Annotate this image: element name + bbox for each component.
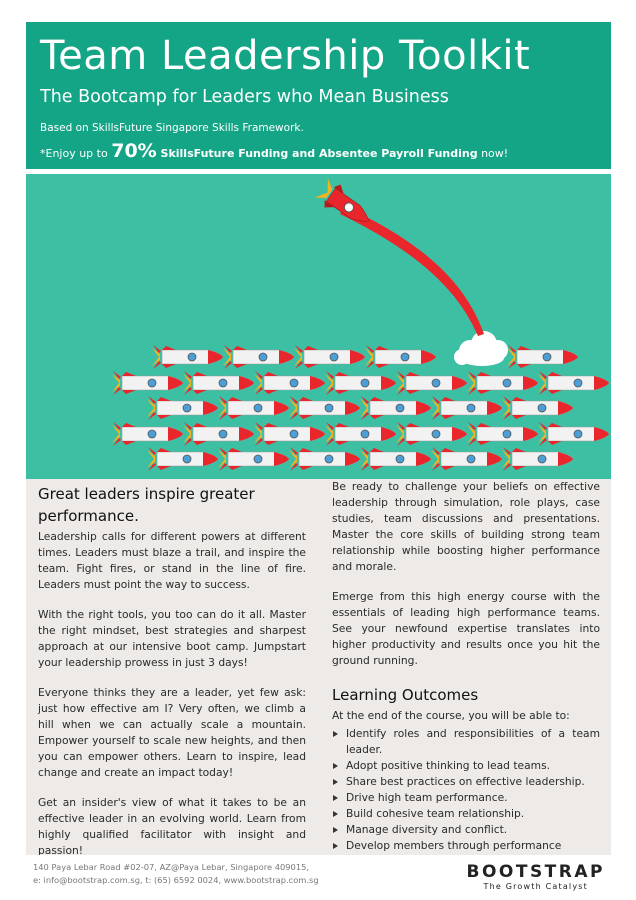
- footer-address: [33, 861, 319, 887]
- small-rocket-icon: [360, 396, 431, 420]
- small-rocket-icon: [183, 422, 254, 446]
- small-rocket-icon: [183, 371, 254, 395]
- list-item: Build cohesive team relationship.: [332, 806, 600, 822]
- bullet-icon: [333, 795, 338, 801]
- funding-bold: SkillsFuture Funding and Absentee Payroll Funding: [156, 147, 478, 160]
- bullet-icon: [333, 827, 338, 833]
- small-rocket-icon: [396, 422, 467, 446]
- learning-outcomes-heading: Learning Outcomes: [332, 686, 479, 704]
- small-rocket-icon: [289, 396, 360, 420]
- small-rocket-icon: [431, 396, 502, 420]
- list-item: Drive high team performance.: [332, 790, 600, 806]
- hero-illustration: [26, 174, 611, 479]
- right-column: [332, 479, 600, 854]
- small-rocket-icon: [502, 396, 573, 420]
- small-rocket-icon: [254, 371, 325, 395]
- bullet-icon: [333, 731, 338, 737]
- small-rocket-icon: [152, 345, 223, 369]
- small-rocket-icon: [507, 345, 578, 369]
- list-item: Develop members through performance: [332, 838, 600, 854]
- bullet-icon: [333, 763, 338, 769]
- funding-prefix: *Enjoy up to: [40, 147, 112, 160]
- small-rocket-icon: [502, 447, 573, 471]
- contact-line: e: info@bootstrap.com.sg, t: (65) 6592 0024, www.bootstrap.com.sg: [33, 875, 319, 885]
- small-rocket-icon: [365, 345, 436, 369]
- page-title: Team Leadership Toolkit: [40, 33, 531, 79]
- small-rocket-icon: [396, 371, 467, 395]
- small-rocket-icon: [112, 371, 183, 395]
- list-item: Adopt positive thinking to lead teams.: [332, 758, 600, 774]
- bullet-icon: [333, 779, 338, 785]
- small-rocket-icon: [147, 396, 218, 420]
- body-paragraph: Get an insider's view of what it takes to be an effective leader in an evolving world. Learn from highly qualified facilitator with insight and passion!: [38, 796, 306, 855]
- small-rocket-icon: [218, 447, 289, 471]
- address-line: 140 Paya Lebar Road #02-07, AZ@Paya Lebar, Singapore 409015,: [33, 862, 310, 872]
- funding-percent: 70%: [111, 140, 157, 162]
- list-item: Manage diversity and conflict.: [332, 822, 600, 838]
- small-rocket-icon: [147, 447, 218, 471]
- body-paragraph: With the right tools, you too can do it all. Master the right mindset, best strategies and sharpest approach at our intensive boot camp. Jumpstart your leadership prowess in just 3 days!: [38, 608, 306, 669]
- small-rocket-icon: [467, 371, 538, 395]
- cloud-icon: [454, 331, 508, 366]
- logo-tagline: The Growth Catalyst: [483, 882, 588, 891]
- list-item: Identify roles and responsibilities of a team leader.: [332, 726, 600, 758]
- bullet-icon: [333, 811, 338, 817]
- small-rocket-icon: [254, 422, 325, 446]
- small-rocket-icon: [431, 447, 502, 471]
- list-item: Share best practices on effective leadership.: [332, 774, 600, 790]
- body-paragraph: Leadership calls for different powers at different times. Leaders must blaze a trail, and inspire the team. Fight fires, or stand in the line of fire. Leaders must point the way to success.: [38, 530, 306, 591]
- small-rocket-icon: [294, 345, 365, 369]
- small-rocket-icon: [325, 422, 396, 446]
- learning-outcomes-list: [332, 726, 600, 854]
- framework-note: Based on SkillsFuture Singapore Skills Framework.: [40, 122, 304, 134]
- small-rocket-icon: [538, 371, 609, 395]
- small-rocket-icon: [289, 447, 360, 471]
- funding-note: [40, 138, 508, 167]
- body-paragraph: Emerge from this high energy course with the essentials of leading high performance teams. See your newfound expertise translates into higher productivity and results once you hit the ground running.: [332, 590, 600, 667]
- body-paragraph: Everyone thinks they are a leader, yet few ask: just how effective am I? Very often, we climb a hill when we can actually scale a mountain. Empower yourself to scale new heights, and then you can empower others. Learn to inspire, lead change and create an impact today!: [38, 686, 306, 779]
- learning-outcomes-intro: At the end of the course, you will be able to:: [332, 709, 570, 722]
- body-paragraph: Be ready to challenge your beliefs on effective leadership through simulation, role plays, case studies, team discussions and presentations. Master the core skills of building strong team relationship while boosting higher performance and morale.: [332, 480, 600, 573]
- small-rocket-icon: [360, 447, 431, 471]
- page-subtitle: The Bootcamp for Leaders who Mean Business: [40, 87, 449, 107]
- logo-text: BOOTSTRAP: [466, 862, 605, 882]
- rocket-trail: [340, 206, 484, 336]
- small-rocket-icon: [467, 422, 538, 446]
- small-rocket-icon: [218, 396, 289, 420]
- footer: [26, 861, 611, 893]
- small-rocket-icon: [223, 345, 294, 369]
- content-panel: [26, 479, 611, 855]
- bootstrap-logo: [466, 863, 605, 892]
- small-rocket-icon: [538, 422, 609, 446]
- small-rocket-icon: [325, 371, 396, 395]
- header-banner: [26, 22, 611, 169]
- funding-suffix: now!: [477, 147, 509, 160]
- bullet-icon: [333, 843, 338, 849]
- section-heading: Great leaders inspire greater performance.: [38, 485, 255, 525]
- rocket-illustration: [26, 174, 611, 479]
- rocket-fleet: [112, 345, 609, 471]
- left-column: [38, 479, 306, 855]
- small-rocket-icon: [112, 422, 183, 446]
